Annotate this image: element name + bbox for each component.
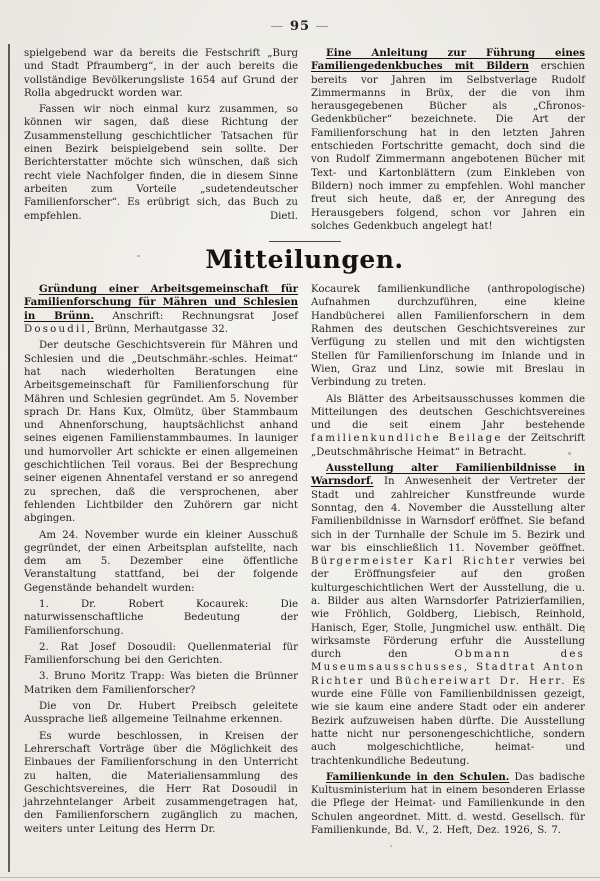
ausstellung-title: Ausstellung alter Familienbildnisse in Warnsdorf. [311, 462, 585, 488]
ausstellung-body-1: In Anwesenheit der Vertreter der Stadt und zahlreicher Kunstfreunde wurde Sonntag, den 4. November die Ausstellung alter Familienbildnisse in Warnsdorf eröffnet. Sie befand sich in der Turnhalle der Schule im 5. Bezirk und war bis einschließlich 11. November geöffnet. [311, 476, 585, 554]
gruendung-address-post: , Brünn, Merhautgasse 32. [86, 324, 229, 336]
review-right-column [311, 47, 585, 236]
page-number: 95 [289, 19, 311, 34]
anleitung-paragraph [311, 47, 585, 233]
ausstellung-body-3: und [370, 675, 390, 687]
page-header [0, 0, 600, 34]
mitteilungen-left-column [24, 283, 298, 840]
scan-border-line [8, 44, 10, 872]
review-paragraph-summary [24, 103, 298, 223]
header-dash-left: — [270, 19, 285, 34]
section-divider-rule [269, 241, 341, 242]
gruendung-title: Gründung einer Arbeitsgemeinschaft für Familienforschung für Mähren und Schlesien in Brünn. [24, 283, 298, 322]
ausstellung-body-2: verwies bei der Eröffnungsfeier auf den großen kulturgeschichtlichen Wert der Ausstellung, die u. a. Bilder aus alten Warnsdorfer Patrizierfamilien, wie Fröhlich, Goldberg, Liebisch, Reinhold, Hanisch, Eger, Stolle, Jungmichel usw. enthält. Die wirksamste Förderung erfuhr die Ausstellung durch den [311, 556, 585, 661]
mitteilungen-body [24, 283, 585, 840]
scan-speck [547, 100, 551, 102]
scan-speck [137, 255, 140, 257]
scan-speck [583, 630, 585, 633]
review-section [24, 47, 585, 236]
gruendung-lead-paragraph [24, 283, 298, 336]
scan-bottom-edge [0, 877, 600, 878]
section-heading-mitteilungen: Mitteilungen. [205, 245, 404, 275]
scan-speck [116, 104, 118, 106]
cont2-spaced-beilage: familienkundliche Beilage [311, 433, 503, 445]
cont2-pre: Als Blätter des Arbeitsausschusses kommen die Mitteilungen des deutschen Geschichtsvereines und die seit einem Jahr bestehende [311, 393, 585, 432]
ausstellung-spaced-buergermeister: Bürgermeister Karl Richter [311, 556, 517, 568]
scan-speck [568, 452, 571, 455]
gruendung-paragraph-3: Am 24. November wurde ein kleiner Ausschuß gegründet, der einen Arbeitsplan aufstellte, nach dem am 5. Dezember eine öffentliche Veranstaltung stattfand, bei der folgende Gegenstände behandelt wurden: [24, 529, 298, 594]
gruendung-address-name: Dosoudil [24, 324, 87, 336]
ausstellung-paragraph [311, 462, 585, 768]
cont2-post: der Zeitschrift „Deutschmährische Heimat“ in Betracht. [311, 433, 585, 458]
gruendung-paragraph-5: Es wurde beschlossen, in Kreisen der Lehrerschaft Vorträge über die Möglichkeit des Einbaues der Familienforschung in den Unterricht zu halten, die Materialiensammlung des Geschichtsvereines, die Herr Rat Dosoudil in jahrzehntelanger Arbeit zusammengetragen hat, den Familienforschern zugänglich zu machen, weiters unter Leitung des Herrn Dr. [24, 730, 298, 835]
ausstellung-spaced-obmann: Obmann des Museumsausschusses, Stadtrat Anton Richter [311, 649, 585, 687]
scan-speck [390, 845, 392, 847]
header-dash-right: — [315, 19, 330, 34]
anleitung-title: Eine Anleitung zur Führung eines Familiengedenkbuches mit Bildern [311, 47, 585, 73]
review-summary-text: Fassen wir noch einmal kurz zusammen, so können wir sagen, daß diese Richtung der Zusammenstellung geschichtlicher Tatsachen für einen Bezirk beispielgebend sein sollte. Der Berichterstatter möchte sich wünschen, daß sich recht viele Nachfolger finden, die in diesem Sinne arbeiten zum Vorteile „sudetendeutscher Familienforscher“. Es erübrigt sich, das Buch zu empfehlen. [24, 104, 298, 222]
ausstellung-body-4: Es wurde eine Fülle von Familienbildnissen gezeigt, wie sie kaum eine andere Stadt oder ein anderer Bezirk aufzuweisen haben dürfte. Die Ausstellung hatte nicht nur personengeschichtliche, sondern auch molgeschichtliche, heimat- und trachtenkundliche Bedeutung. [311, 675, 585, 767]
gruendung-list-item-2: 2. Rat Josef Dosoudil: Quellenmaterial für Familienforschung bei den Gerichten. [24, 641, 298, 667]
familienkunde-paragraph [311, 771, 585, 837]
gruendung-list-item-1: 1. Dr. Robert Kocaurek: Die naturwissenschaftliche Bedeutung der Familienforschung. [24, 598, 298, 637]
review-paragraph-continuation: spielgebend war da bereits die Festschrift „Burg und Stadt Pfraumberg“, in der auch bereits die vollständige Bevölkerungsliste 1654 auf Grund der Rolla abgedruckt worden war. [24, 48, 298, 99]
reviewer-signature: Dietl. [269, 210, 298, 222]
page-content [0, 34, 600, 840]
gruendung-list-item-3: 3. Bruno Moritz Trapp: Was bieten die Brünner Matriken dem Familienforscher? [24, 671, 298, 696]
gruendung-address-pre: Anschrift: Rechnungsrat Josef [112, 310, 299, 322]
gruendung-continuation-paragraph-1: Kocaurek familienkundliche (anthropologische) Aufnahmen durchzuführen, eine kleine Handbücherei allen Familienforschern in dem Rahmen des deutschen Geschichtsvereines zur Verfügung zu stellen und mit den wichtigsten Stellen für Familienforschung im Inlande und in Wien, Graz und Linz, sowie mit Breslau in Verbindung zu treten. [311, 284, 585, 389]
mitteilungen-right-column [311, 283, 585, 840]
familienkunde-body: Das badische Kultusministerium hat in einem besonderen Erlasse die Pflege der Heimat- und Familienkunde in den Schulen angeordnet. Mitt. d. westd. Gesellsch. für Familienkunde, Bd. V., 2. Heft, Dez. 1926, S. 7. [311, 771, 585, 837]
gruendung-continuation-paragraph-2 [311, 393, 585, 459]
anleitung-body: erschien bereits vor Jahren im Selbstverlage Rudolf Zimmermanns in Brüx, der die von ihm herausgegebenen Bücher als „Chronos-Gedenkbücher“ bezeichnete. Die Art der Familienforschung hat in den letzten Jahren entschieden Fortschritte gemacht, doch sind die von Rudolf Zimmermann angebotenen Bücher mit Text- und Kartonblättern (zum Einkleben von Bildern) noch immer zu empfehlen. Wohl mancher freut sich heute, daß er, der Anregung des Herausgebers folgend, schon vor Jahren ein solches Gedenkbuch angelegt hat! [311, 61, 585, 232]
gruendung-paragraph-4: Die von Dr. Hubert Preibsch geleitete Aussprache ließ allgemeine Teilnahme erkennen. [24, 701, 298, 726]
gruendung-paragraph-2: Der deutsche Geschichtsverein für Mähren und Schlesien und die „Deutschmähr.-schles. Heimat“ hat nach wiederholten Beratungen eine Arbeitsgemeinschaft für Familienforschung für Mähren und Schlesien gegründet. Am 5. November sprach Dr. Hans Kux, Olmütz, über Stammbaum und Ahnenforschung, hauptsächlichst anhand seines eigenen Familienstammbaumes. In launiger und humorvoller Art schickte er einen allgemeinen geschichtlichen Teil voraus. Bei der Besprechung seiner eigenen Ahnentafel verstand er so anregend zu sprechen, daß die versprochenen, aber fehlenden Lichtbilder den Zuhörern gar nicht abgingen. [24, 340, 298, 525]
ausstellung-spaced-buechereiwart: Büchereiwart Dr. Herr. [395, 675, 567, 687]
familienkunde-title: Familienkunde in den Schulen. [326, 770, 510, 783]
review-left-column [24, 47, 298, 236]
